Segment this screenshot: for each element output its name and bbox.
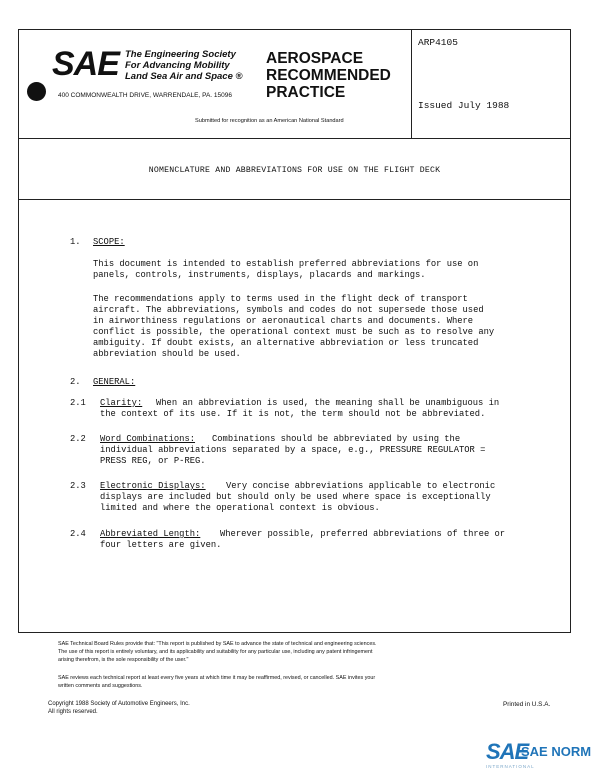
tagline-line-1: The Engineering Society bbox=[125, 49, 236, 60]
rights-reserved: All rights reserved. bbox=[48, 709, 98, 715]
s1-p1-line-1: This document is intended to establish preferred abbreviations for use on bbox=[93, 259, 479, 269]
section-2-number: 2. bbox=[70, 377, 81, 387]
s21-line-1: When an abbreviation is used, the meaning shall be unambiguous in bbox=[156, 398, 500, 408]
section-2-2-heading: Word Combinations: bbox=[100, 434, 196, 444]
tagline-line-3: Land Sea Air and Space ® bbox=[125, 71, 243, 82]
section-2-1-heading: Clarity: bbox=[100, 398, 143, 408]
s23-line-3: limited and where the operational context is obvious. bbox=[100, 503, 380, 513]
section-2-heading: GENERAL: bbox=[93, 377, 136, 387]
s1-p2-line-3: in airworthiness regulations or aeronautical charts and documents. Where bbox=[93, 316, 474, 326]
footer-rules-line-3: arising therefrom, is the sole responsibility of the user." bbox=[58, 657, 189, 663]
issued-date: Issued July 1988 bbox=[418, 100, 510, 111]
s24-line-2: four letters are given. bbox=[100, 540, 222, 550]
copyright: Copyright 1988 Society of Automotive Engineers, Inc. bbox=[48, 701, 190, 707]
punch-hole bbox=[27, 82, 46, 101]
s1-p2-line-4: conflict is possible, the operational context must be such as to resolve any bbox=[93, 327, 495, 337]
section-2-3-number: 2.3 bbox=[70, 481, 86, 491]
section-2-2-number: 2.2 bbox=[70, 434, 86, 444]
s22-line-1: Combinations should be abbreviated by using the bbox=[212, 434, 461, 444]
document-title: NOMENCLATURE AND ABBREVIATIONS FOR USE ON THE FLIGHT DECK bbox=[148, 166, 441, 175]
s1-p2-line-6: abbreviation should be used. bbox=[93, 349, 241, 359]
s1-p2-line-2: aircraft. The abbreviations, symbols and codes do not supersede those used bbox=[93, 305, 484, 315]
section-2-4-number: 2.4 bbox=[70, 529, 86, 539]
s1-p2-line-1: The recommendations apply to terms used in the flight deck of transport bbox=[93, 294, 468, 304]
s22-line-3: PRESS REG, or P-REG. bbox=[100, 456, 206, 466]
address: 400 COMMONWEALTH DRIVE, WARRENDALE, PA. 15096 bbox=[58, 92, 232, 99]
section-2-1-number: 2.1 bbox=[70, 398, 86, 408]
section-1-number: 1. bbox=[70, 237, 81, 247]
doc-number: ARP4105 bbox=[418, 37, 458, 48]
section-2-3-heading: Electronic Displays: bbox=[100, 481, 206, 491]
watermark-logo: SAE bbox=[486, 739, 529, 764]
doc-type-line-2: RECOMMENDED bbox=[266, 67, 391, 84]
s23-line-1: Very concise abbreviations applicable to electronic bbox=[226, 481, 496, 491]
watermark-subtext: INTERNATIONAL bbox=[486, 764, 535, 769]
section-1-heading: SCOPE: bbox=[93, 237, 125, 247]
s24-line-1: Wherever possible, preferred abbreviations of three or bbox=[220, 529, 506, 539]
header-divider bbox=[411, 29, 412, 139]
s21-line-2: the context of its use. If it is not, the term should not be abbreviated. bbox=[100, 409, 486, 419]
s23-line-2: displays are included but should only be used where space is exceptionally bbox=[100, 492, 491, 502]
s1-p1-line-2: panels, controls, instruments, displays, placards and markings. bbox=[93, 270, 426, 280]
sae-logo: SAE bbox=[52, 45, 119, 83]
footer-rules-line-2: The use of this report is entirely voluntary, and its applicability and suitability for any particular use, including any patent infringement bbox=[58, 649, 373, 655]
printed-in: Printed in U.S.A. bbox=[503, 701, 551, 708]
watermark-text: SAE NORM bbox=[521, 744, 592, 759]
doc-type-line-3: PRACTICE bbox=[266, 84, 346, 101]
footer-review-line-1: SAE reviews each technical report at least every five years at which time it may be reaffirmed, revised, or cancelled. SAE invites your bbox=[58, 675, 376, 681]
doc-type bbox=[266, 50, 391, 101]
doc-type-line-1: AEROSPACE bbox=[266, 50, 364, 67]
tagline-line-2: For Advancing Mobility bbox=[125, 60, 230, 71]
s22-line-2: individual abbreviations separated by a space, e.g., PRESSURE REGULATOR = bbox=[100, 445, 486, 455]
footer-rules-line-1: SAE Technical Board Rules provide that: "This report is published by SAE to advance the state of technical and engineering sciences. bbox=[58, 641, 377, 647]
submitted-note: Submitted for recognition as an American National Standard bbox=[195, 118, 344, 124]
footer-review-line-2: written comments and suggestions. bbox=[58, 683, 143, 689]
section-2-4-heading: Abbreviated Length: bbox=[100, 529, 201, 539]
s1-p2-line-5: ambiguity. If doubt exists, an alternative abbreviation or less truncated bbox=[93, 338, 479, 348]
